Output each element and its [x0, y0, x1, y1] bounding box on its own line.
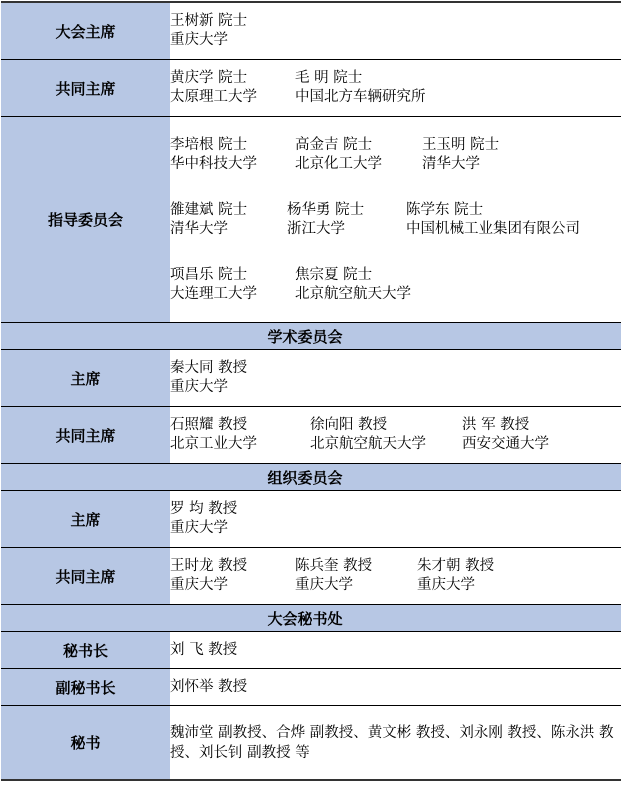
- member-org: 重庆大学: [170, 520, 228, 536]
- member-name: 焦宗夏 院士: [295, 266, 373, 283]
- row-value: [170, 350, 621, 407]
- name-line: [170, 201, 621, 220]
- table-row: [1, 117, 621, 323]
- member-name: 陈兵奎 教授: [295, 558, 373, 574]
- table-row: [1, 60, 621, 117]
- section-title: [1, 605, 621, 632]
- member-name: 罗 均 教授: [170, 501, 238, 517]
- member-org: 清华大学: [422, 155, 480, 172]
- member-org: 华中科技大学: [170, 155, 257, 172]
- row-value: [170, 491, 621, 548]
- section-title: [1, 323, 621, 350]
- member-name: 洪 军 教授: [462, 417, 530, 433]
- row-value: [170, 60, 621, 117]
- row-label: 指导委员会: [1, 117, 170, 323]
- table-row: [1, 706, 621, 781]
- member-org: 重庆大学: [170, 577, 228, 593]
- member-name: 高金吉 院士: [295, 136, 373, 153]
- section-title-text: 组织委员会: [267, 468, 343, 487]
- member-org: 浙江大学: [287, 220, 345, 237]
- member-org: 北京航空航天大学: [295, 285, 411, 302]
- name-line: [170, 359, 621, 378]
- section-title-text: 学术委员会: [267, 327, 343, 346]
- member-org: 重庆大学: [170, 32, 228, 48]
- row-value: [170, 2, 621, 60]
- row-value: 刘 飞 教授: [170, 632, 621, 669]
- section-title-text: 大会秘书处: [267, 609, 343, 628]
- member-name: 秦大同 教授: [170, 360, 248, 376]
- table-row: [1, 669, 621, 706]
- name-line: [170, 69, 621, 88]
- row-value: [170, 117, 621, 323]
- member-name: 黄庆学 院士: [170, 70, 248, 86]
- member-name: 朱才朝 教授: [417, 558, 495, 574]
- section-header-row: [1, 464, 621, 491]
- member-group: [170, 136, 621, 174]
- row-label: 共同主席: [1, 407, 170, 464]
- member-name: 陈学东 院士: [406, 201, 484, 218]
- section-header-row: [1, 605, 621, 632]
- member-org: 重庆大学: [295, 577, 353, 593]
- member-org: 北京化工大学: [295, 155, 382, 172]
- member-name: 杨华勇 院士: [287, 201, 365, 218]
- secretary-list: 魏沛堂 副教授、合烨 副教授、黄文彬 教授、刘永刚 教授、陈永洪 教授、刘长钊 副教授 等: [170, 724, 614, 761]
- org-line: [170, 576, 621, 595]
- org-line: [170, 285, 621, 304]
- name-line: [170, 557, 621, 576]
- name-line: [170, 416, 621, 435]
- org-line: [170, 220, 621, 239]
- member-org: 中国北方车辆研究所: [295, 89, 426, 105]
- org-line: [170, 155, 621, 174]
- org-line: [170, 519, 621, 538]
- org-line: [170, 31, 621, 50]
- member-org: 中国机械工业集团有限公司: [406, 220, 580, 237]
- member-org: 太原理工大学: [170, 89, 257, 105]
- table-row: [1, 548, 621, 605]
- row-label: 共同主席: [1, 60, 170, 117]
- name-line: [170, 266, 621, 285]
- section-header-row: [1, 323, 621, 350]
- member-org: 西安交通大学: [462, 436, 549, 452]
- table-row: [1, 632, 621, 669]
- table-row: [1, 2, 621, 60]
- table-row: [1, 350, 621, 407]
- name-line: [170, 136, 621, 155]
- row-label: 主席: [1, 491, 170, 548]
- member-name: 项昌乐 院士: [170, 266, 248, 283]
- member-org: 大连理工大学: [170, 285, 257, 302]
- row-label: 主席: [1, 350, 170, 407]
- member-name: 王时龙 教授: [170, 558, 248, 574]
- member-name: 徐向阳 教授: [310, 417, 388, 433]
- org-line: [170, 435, 621, 454]
- row-value: [170, 548, 621, 605]
- member-name: 石照耀 教授: [170, 417, 248, 433]
- row-value: 刘怀举 教授: [170, 669, 621, 706]
- row-value: [170, 706, 621, 781]
- member-org: 北京工业大学: [170, 436, 257, 452]
- row-label: 秘书: [1, 706, 170, 781]
- section-title: [1, 464, 621, 491]
- row-value: [170, 407, 621, 464]
- row-label: 副秘书长: [1, 669, 170, 706]
- member-org: 北京航空航天大学: [310, 436, 426, 452]
- member-org: 重庆大学: [417, 577, 475, 593]
- org-line: [170, 88, 621, 107]
- member-name: 王树新 院士: [170, 13, 248, 29]
- org-line: [170, 378, 621, 397]
- committee-table: [1, 1, 621, 781]
- name-line: [170, 12, 621, 31]
- table-row: [1, 407, 621, 464]
- row-label: 秘书长: [1, 632, 170, 669]
- member-name: 王玉明 院士: [422, 136, 500, 153]
- member-group: [170, 266, 621, 304]
- member-group: [170, 201, 621, 239]
- name-line: [170, 500, 621, 519]
- table-row: [1, 491, 621, 548]
- member-name: 雒建斌 院士: [170, 201, 248, 218]
- member-org: 清华大学: [170, 220, 228, 237]
- row-label: 共同主席: [1, 548, 170, 605]
- row-label: 大会主席: [1, 2, 170, 60]
- member-org: 重庆大学: [170, 379, 228, 395]
- member-name: 李培根 院士: [170, 136, 248, 153]
- member-name: 毛 明 院士: [295, 70, 363, 86]
